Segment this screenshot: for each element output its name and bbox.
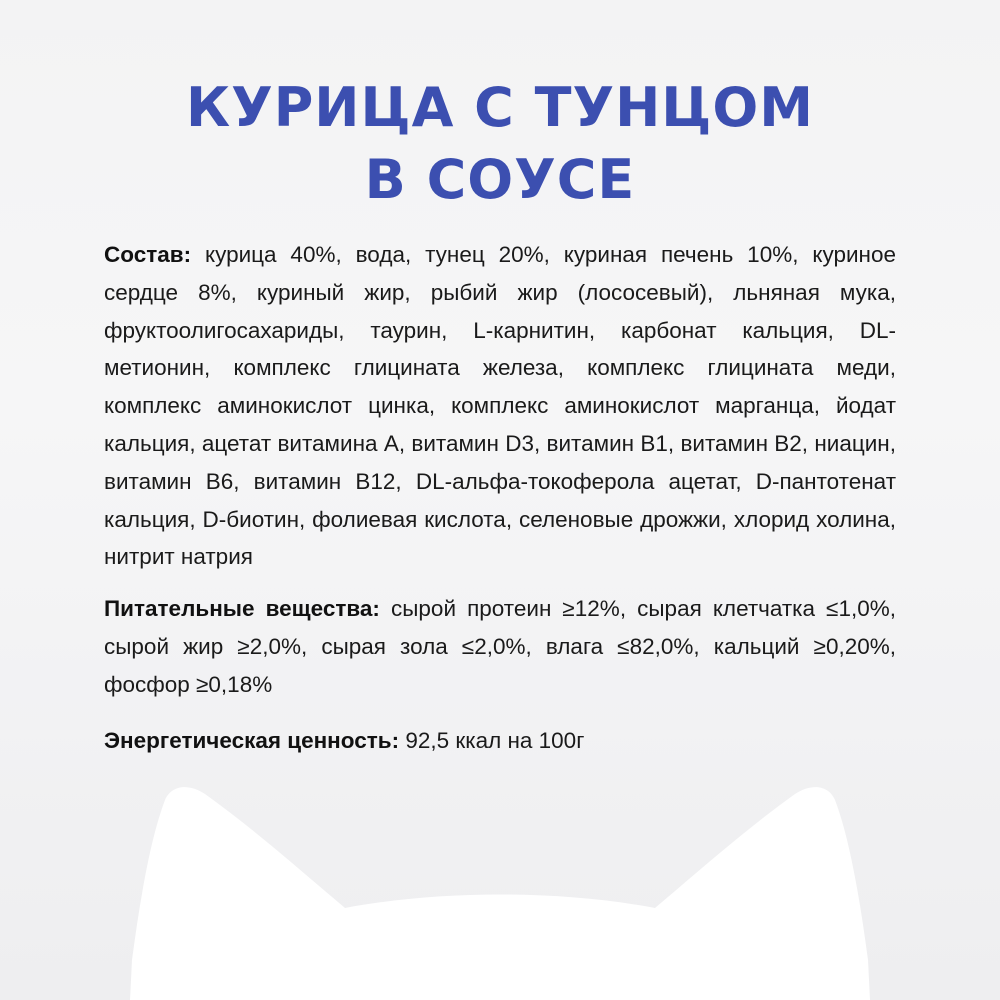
nutrients-text: сырой протеин ≥12%, сырая клетчатка ≤1,0%, сырой жир ≥2,0%, сырая зола ≤2,0%, влага ≤82,0%, кальций ≥0,20%, фосфор ≥0,18% <box>104 596 896 697</box>
composition-paragraph <box>104 236 896 576</box>
nutrients-label: Питательные вещества: <box>104 596 380 622</box>
energy-paragraph <box>104 722 896 760</box>
product-info <box>104 236 896 759</box>
nutrients-paragraph <box>104 590 896 703</box>
product-title <box>0 72 1000 216</box>
cat-head-shape <box>130 787 870 1000</box>
energy-text: 92,5 ккал на 100г <box>405 727 585 753</box>
product-title-line-1: КУРИЦА С ТУНЦОМ <box>185 76 815 139</box>
energy-label: Энергетическая ценность: <box>104 727 400 753</box>
product-title-line-2: В СОУСЕ <box>364 148 636 211</box>
composition-text: курица 40%, вода, тунец 20%, куриная печень 10%, куриное сердце 8%, куриный жир, рыбий жир (лососевый), льняная мука, фруктоолигосахариды, таурин, L-карнитин, карбонат кальция, DL-метионин, комплекс глицината железа, комплекс глицината меди, комплекс аминокислот цинка, комплекс аминокислот марганца, йодат кальция, ацетат витамина А, витамин D3, витамин В1, витамин В2, ниацин, витамин В6, витамин В12, DL-альфа-токоферола ацетат, D-пантотенат кальция, D-биотин, фолиевая кислота, селеновые дрожжи, хлорид холина, нитрит натрия <box>104 242 896 570</box>
composition-label: Состав: <box>104 242 192 267</box>
